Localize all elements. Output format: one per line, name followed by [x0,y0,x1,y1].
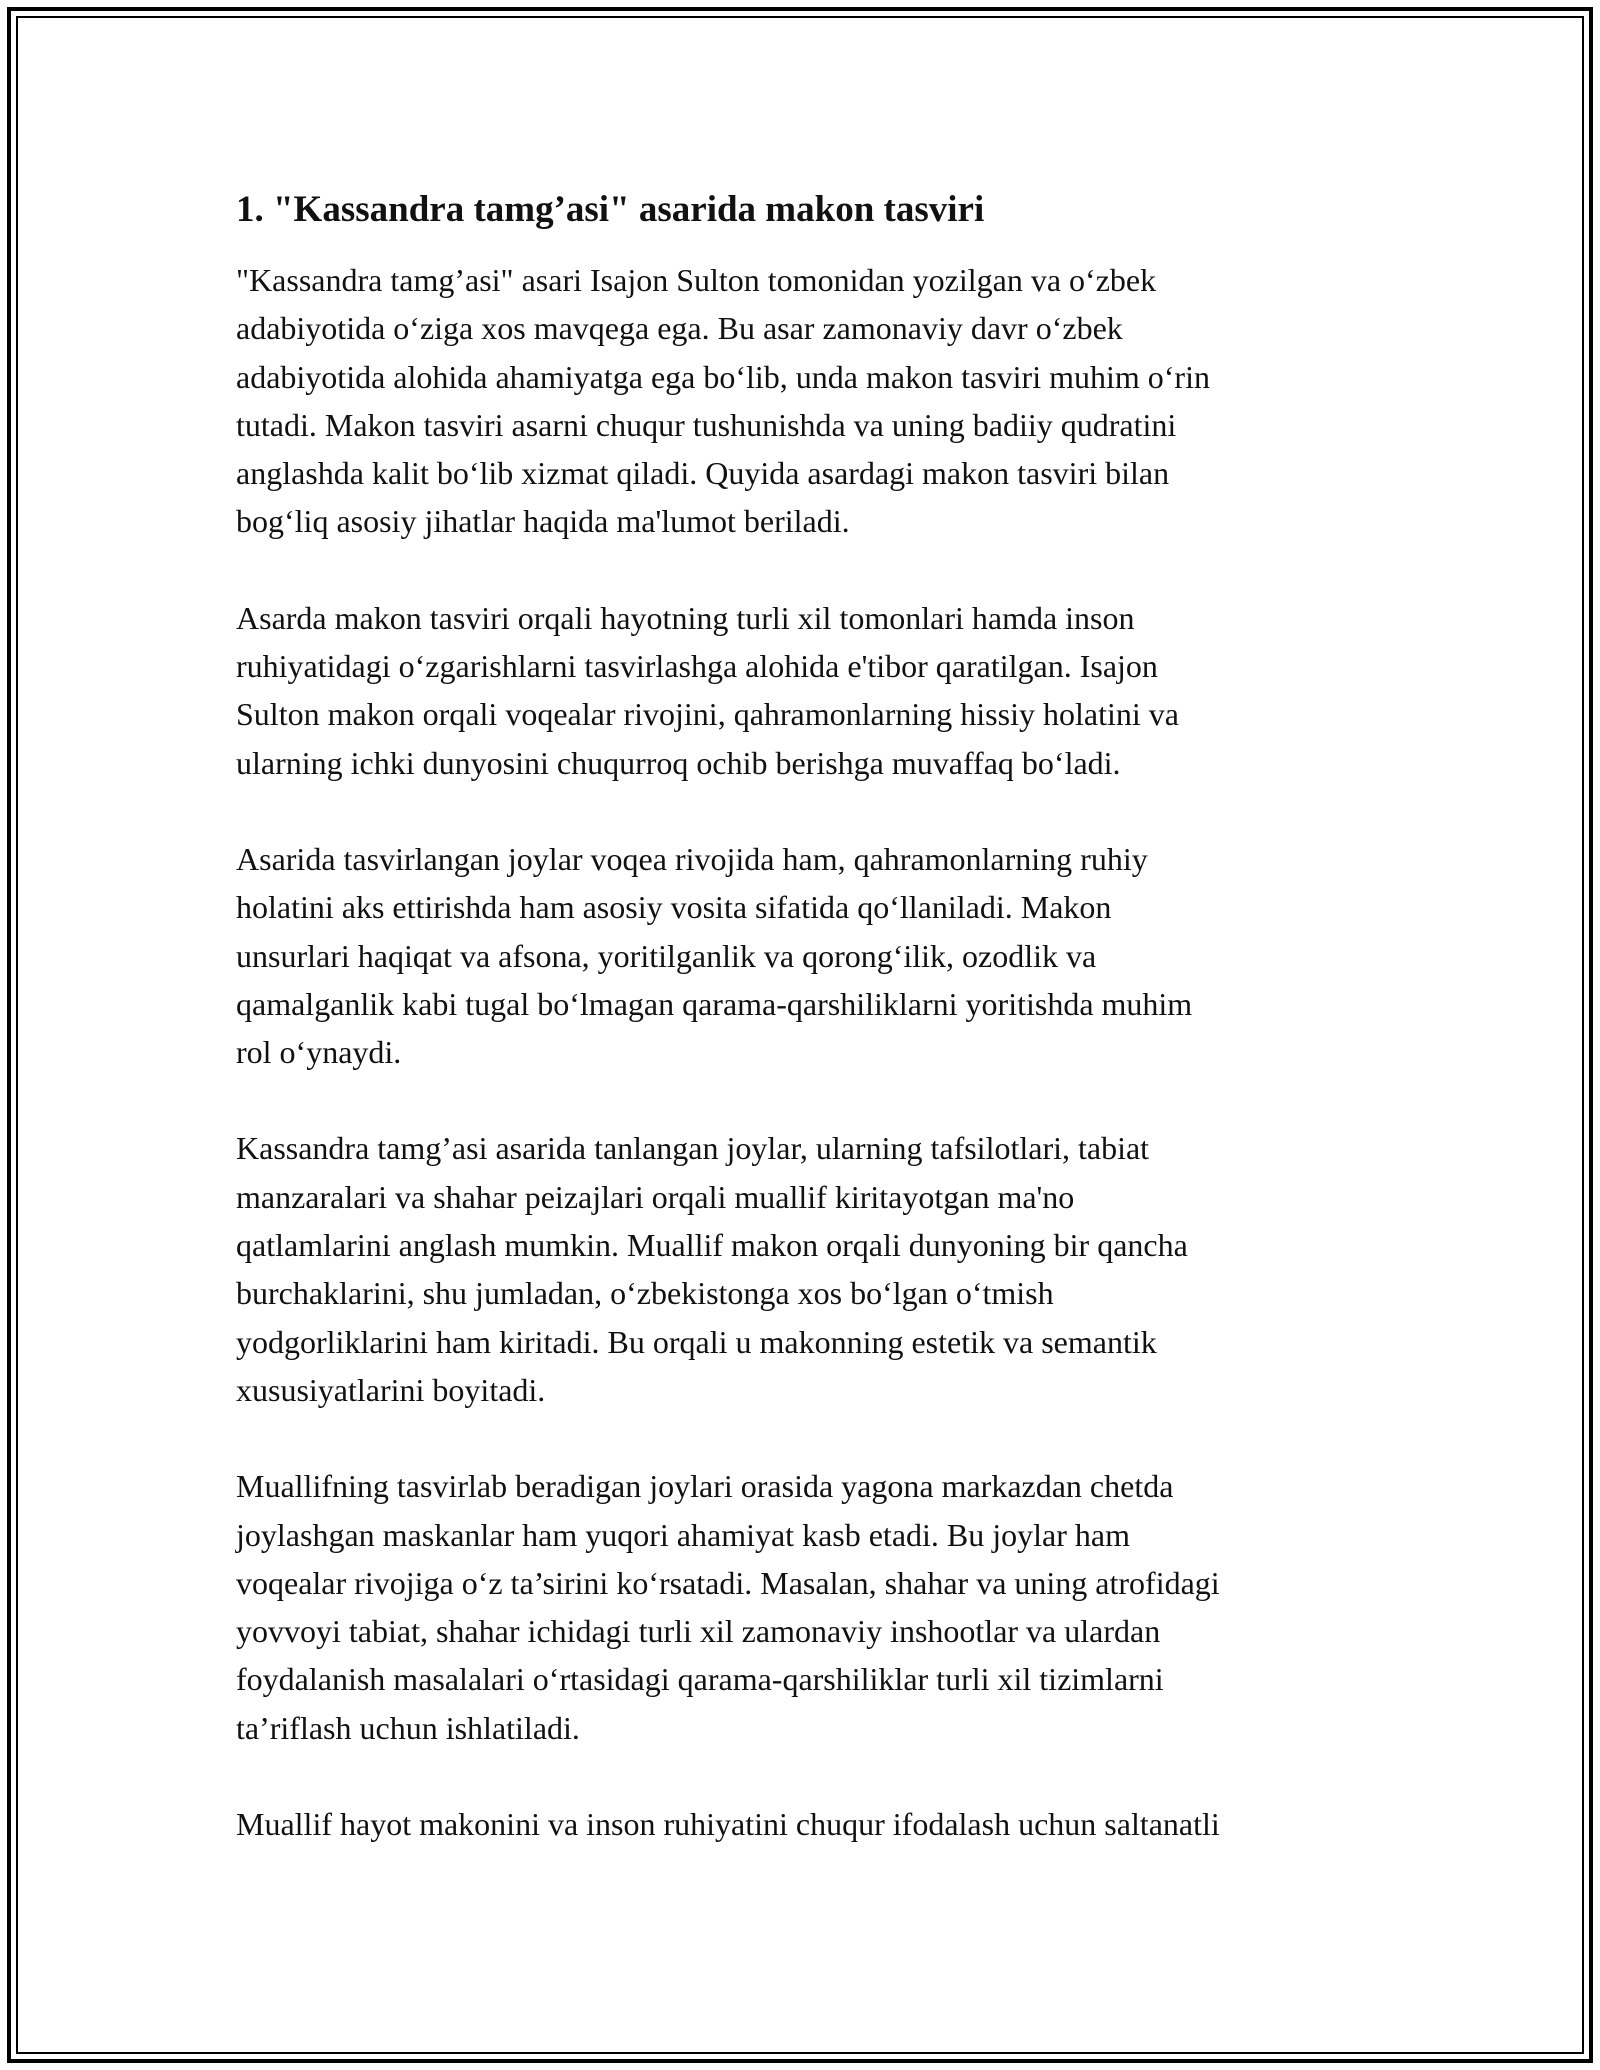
text-line: holatini aks ettirishda ham asosiy vosita sifatida qo‘llaniladi. Makon [236,889,1112,926]
text-line: yodgorliklarini ham kiritadi. Bu orqali u makonning estetik va semantik [236,1323,1157,1360]
text-line: ularning ichki dunyosini chuqurroq ochib berishga muvaffaq bo‘ladi. [236,744,1121,781]
paragraph-5 [236,1462,1376,1752]
text-line: anglashda kalit bo‘lib xizmat qiladi. Quyida asardagi makon tasviri bilan [236,455,1170,492]
section-heading: 1. "Kassandra tamg’asi" asarida makon tasviri [236,189,985,230]
text-line: qamalganlik kabi tugal bo‘lmagan qarama-qarshiliklarni yoritishda muhim [236,985,1193,1022]
text-line: Muallif hayot makonini va inson ruhiyatini chuqur ifodalash uchun saltanatli [236,1806,1220,1843]
text-line: xususiyatlarini boyitadi. [236,1371,546,1408]
text-line: Muallifning tasvirlab beradigan joylari orasida yagona markazdan chetda [236,1468,1174,1505]
text-line: Kassandra tamg’asi asarida tanlangan joylar, ularning tafsilotlari, tabiat [236,1130,1150,1167]
paragraph-2 [236,594,1376,787]
text-line: manzaralari va shahar peizajlari orqali muallif kiritayotgan ma'no [236,1178,1075,1215]
paragraph-6 [236,1800,1376,1848]
paragraph-4 [236,1124,1376,1414]
text-line: voqealar rivojiga o‘z ta’sirini ko‘rsatadi. Masalan, shahar va uning atrofidagi [236,1564,1220,1601]
text-line: joylashgan maskanlar ham yuqori ahamiyat kasb etadi. Bu joylar ham [236,1516,1130,1553]
text-line: Asarda makon tasviri orqali hayotning turli xil tomonlari hamda inson [236,599,1135,636]
text-line: rol o‘ynaydi. [236,1034,402,1071]
paragraph-1 [236,256,1376,546]
paragraph-3 [236,835,1376,1076]
text-line: "Kassandra tamg’asi" asari Isajon Sulton tomonidan yozilgan va o‘zbek [236,262,1157,298]
text-line: adabiyotida alohida ahamiyatga ega bo‘lib, unda makon tasviri muhim o‘rin [236,358,1210,395]
text-line: ta’riflash uchun ishlatiladi. [236,1709,580,1746]
document-body [236,186,1376,1896]
text-line: yovvoyi tabiat, shahar ichidagi turli xil zamonaviy inshootlar va ulardan [236,1613,1161,1650]
text-line: unsurlari haqiqat va afsona, yoritilganlik va qorong‘ilik, ozodlik va [236,937,1097,974]
text-line: foydalanish masalalari o‘rtasidagi qarama-qarshiliklar turli xil tizimlarni [236,1661,1164,1698]
text-line: tutadi. Makon tasviri asarni chuqur tushunishda va uning badiiy qudratini [236,406,1177,443]
text-line: Sulton makon orqali voqealar rivojini, qahramonlarning hissiy holatini va [236,696,1179,733]
text-line: adabiyotida o‘ziga xos mavqega ega. Bu asar zamonaviy davr o‘zbek [236,310,1123,347]
text-line: qatlamlarini anglash mumkin. Muallif makon orqali dunyoning bir qancha [236,1227,1188,1264]
text-line: Asarida tasvirlangan joylar voqea rivojida ham, qahramonlarning ruhiy [236,840,1148,877]
text-line: bog‘liq asosiy jihatlar haqida ma'lumot beriladi. [236,503,850,540]
text-line: burchaklarini, shu jumladan, o‘zbekistonga xos bo‘lgan o‘tmish [236,1275,1054,1312]
text-line: ruhiyatidagi o‘zgarishlarni tasvirlashga alohida e'tibor qaratilgan. Isajon [236,648,1158,685]
